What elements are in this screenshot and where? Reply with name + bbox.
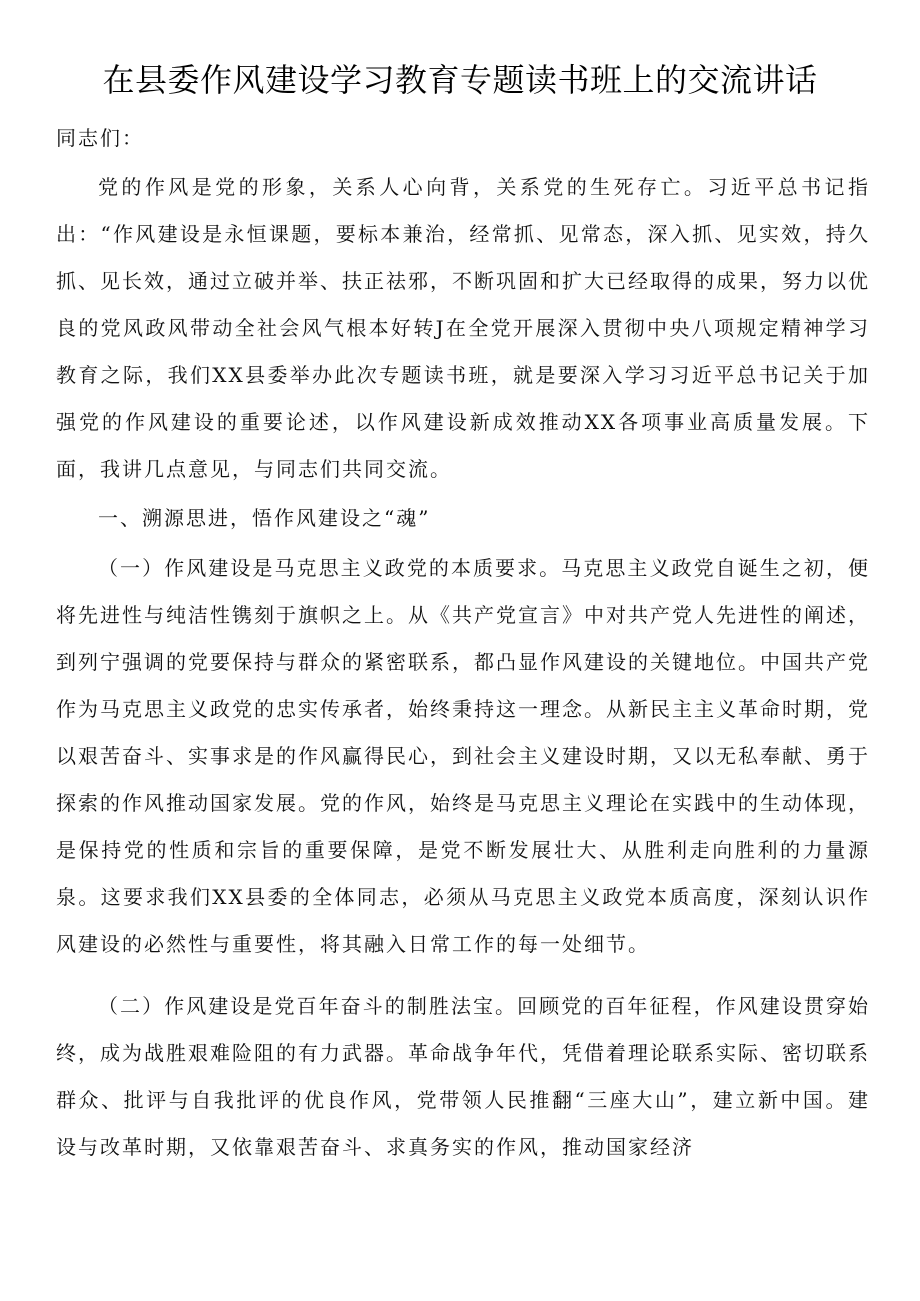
document-body bbox=[56, 115, 870, 1173]
salutation: 同志们： bbox=[56, 126, 144, 150]
document-title: 在县委作风建设学习教育专题读书班上的交流讲话 bbox=[102, 61, 818, 99]
paragraph-point-2: （二）作风建设是党百年奋斗的制胜法宝。回顾党的百年征程，作风建设贯穿始终，成为战胜艰难险阻的有力武器。革命战争年代，凭借着理论联系实际、密切联系群众、批评与自我批评的优良作风，党带领人民推翻“三座大山”，建立新中国。建设与改革时期，又依靠艰苦奋斗、求真务实的作风，推动国家经济 bbox=[56, 994, 870, 1159]
section-heading-1: 一、溯源思进，悟作风建设之“魂” bbox=[98, 506, 431, 530]
paragraph-intro: 党的作风是党的形象，关系人心向背，关系党的生死存亡。习近平总书记指出：“作风建设是永恒课题，要标本兼治，经常抓、见常态，深入抓、见实效，持久抓、见长效，通过立破并举、扶正祛邪，不断巩固和扩大已经取得的成果，努力以优良的党风政风带动全社会风气根本好转J在全党开展深入贯彻中央八项规定精神学习教育之际，我们XX县委举办此次专题读书班，就是要深入学习习近平总书记关于加强党的作风建设的重要论述，以作风建设新成效推动XX各项事业高质量发展。下面，我讲几点意见，与同志们共同交流。 bbox=[56, 175, 870, 481]
paragraph-point-1: （一）作风建设是马克思主义政党的本质要求。马克思主义政党自诞生之初，便将先进性与纯洁性镌刻于旗帜之上。从《共产党宣言》中对共产党人先进性的阐述，到列宁强调的党要保持与群众的紧密联系，都凸显作风建设的关键地位。中国共产党作为马克思主义政党的忠实传承者，始终秉持这一理念。从新民主主义革命时期，党以艰苦奋斗、实事求是的作风赢得民心，到社会主义建设时期，又以无私奉献、勇于探索的作风推动国家发展。党的作风，始终是马克思主义理论在实践中的生动体现，是保持党的性质和宗旨的重要保障，是党不断发展壮大、从胜利走向胜利的力量源泉。这要求我们XX县委的全体同志，必须从马克思主义政党本质高度，深刻认识作风建设的必然性与重要性，将其融入日常工作的每一处细节。 bbox=[56, 556, 870, 956]
